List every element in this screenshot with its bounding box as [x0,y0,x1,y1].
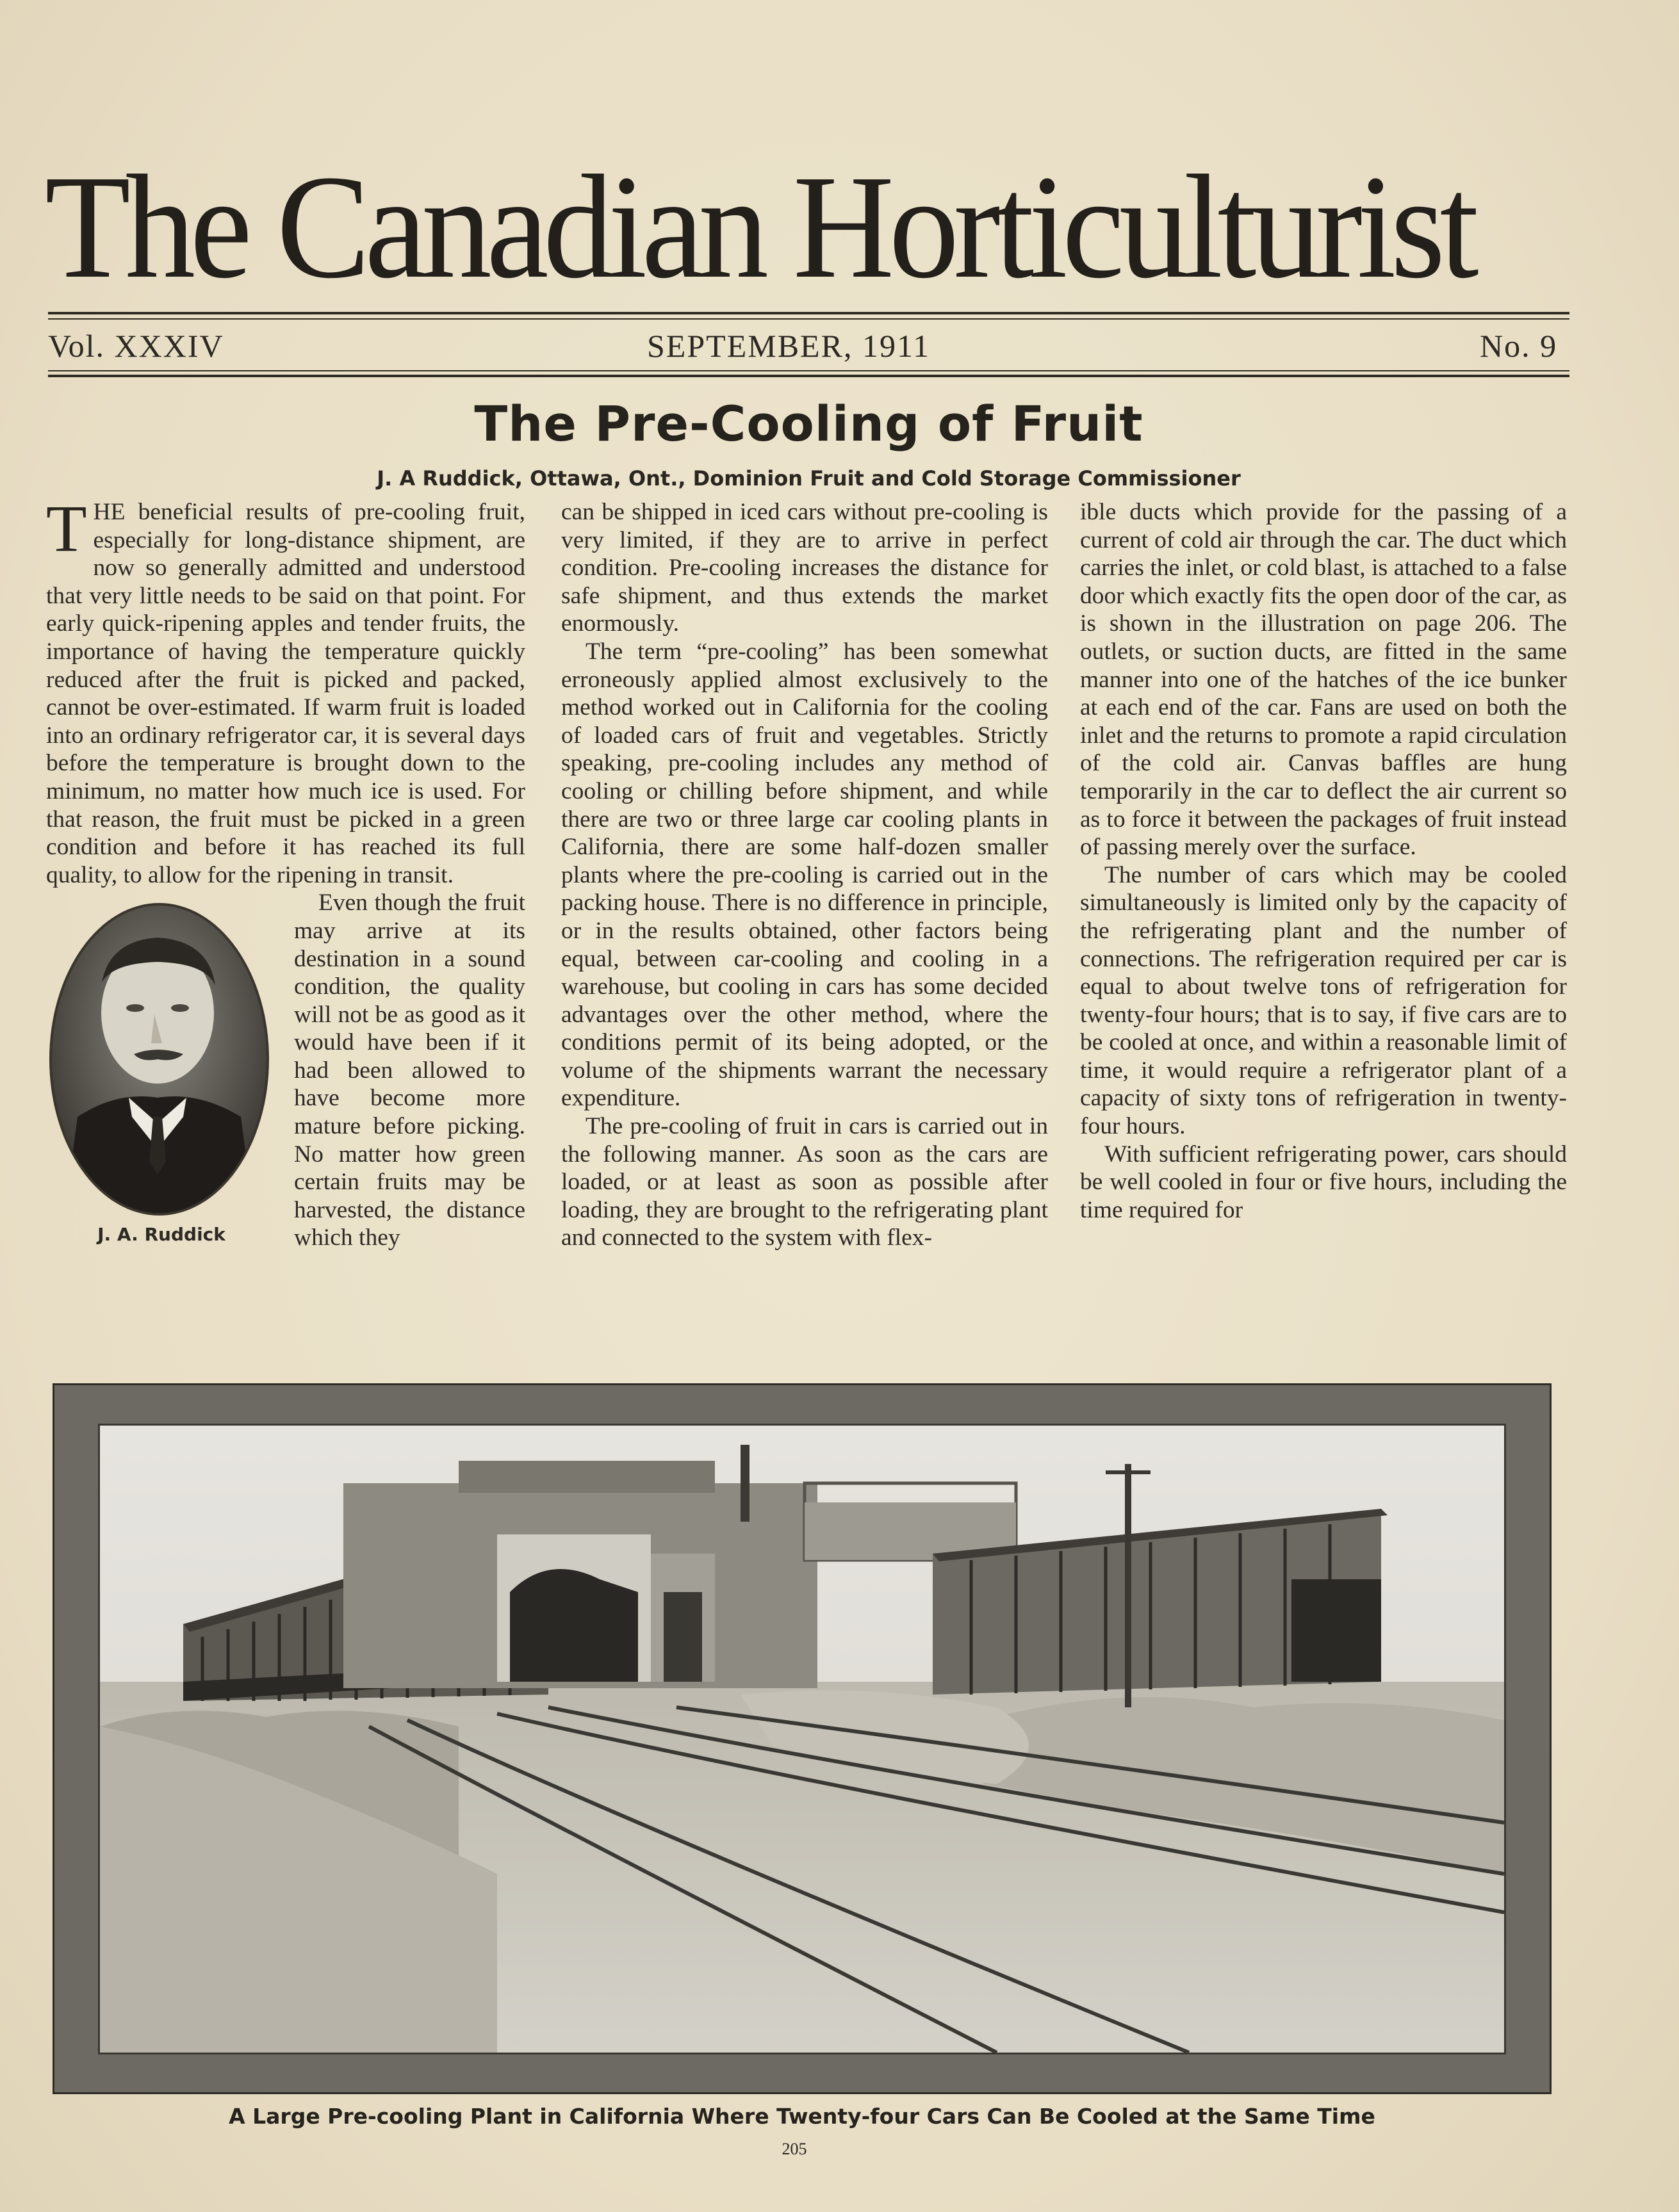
paragraph: The term “pre-cooling” has been somewhat erroneously applied almost exclusively to the method worked out in California for the cooling of loaded cars of fruit and vegetables. Strictly speaking, pre-cooling includes any method of cooling or chilling before shipment, and while there are two or three large car cooling plants in California, there are some half-dozen smaller plants where the pre-cooling is carried out in the packing house. There is no difference in principle, or in the results obtained, other factors being equal, between car-cooling and cooling in a warehouse, but cooling in cars has some decided advantages over the other method, where the conditions permit of its being adopted, or the volume of the shipments warrant the necessary expenditure. [561,638,1048,1112]
page-number: 205 [782,2140,807,2158]
article-headline: The Pre-Cooling of Fruit [474,395,1143,452]
photo-frame [53,1383,1552,2094]
paragraph: The number of cars which may be cooled simultaneously is limited only by the capacity of the refrigerating plant and the number of connections. The refrigeration required per car is equal to about twelve tons of refrigeration for twenty-four hours; that is to say, if five cars are to be cooled at once, and within a reasonable limit of time, it would require a refrigerator plant of a capacity of sixty tons of refrigeration in twenty-four hours. [1080,861,1567,1140]
article-column-3 [1080,498,1567,1363]
paragraph: can be shipped in iced cars without pre-cooling is very limited, if they are to arrive in perfect condition. Pre-cooling increases the distance for safe shipment, and thus extends the market enormously. [561,499,1048,637]
plant-photograph [98,1424,1506,2054]
issue-rule-bottom [48,370,1569,371]
drop-cap: T [46,492,87,565]
issue-rule-bottom-thick [48,375,1569,377]
issue-number: No. 9 [1480,328,1558,364]
masthead-rule-top [48,312,1569,314]
photo-caption: A Large Pre-cooling Plant in California Where Twenty-four Cars Can Be Cooled at the Same Time [229,2104,1375,2129]
article-byline: J. A Ruddick, Ottawa, Ont., Dominion Fruit and Cold Storage Commissioner [377,466,1241,491]
paragraph: HE beneficial results of pre-cooling fruit, especially for long-distance shipment, are now so generally admitted and understood that very little needs to be said on that point. For early quick-ripening apples and tender fruits, the importance of having the temperature quickly reduced after the fruit is picked and packed, cannot be over-estimated. If warm fruit is loaded into an ordinary refrigerator car, it is several days before the temperature is brought down to the minimum, no matter how much ice is used. For that reason, the fruit must be picked in a green condition and before it has reached its full quality, to allow for the ripening in transit. [46,499,525,888]
paragraph: Even though the fruit may arrive at its destination in a sound condition, the quality will not be as good as it would have been if it had been allowed to have become more mature before picking. No matter how green certain fruits may be harvested, the distance which they [294,890,525,1251]
masthead-rule-top-thin [48,318,1569,320]
masthead-title: The Canadian Horticulturist [45,145,1474,309]
portrait-photo [49,903,269,1216]
portrait-caption: J. A. Ruddick [97,1224,225,1246]
article-column-2 [561,498,1048,1363]
volume-number: Vol. XXXIV [48,328,224,364]
paragraph: The pre-cooling of fruit in cars is carried out in the following manner. As soon as the cars are loaded, or at least as soon as possible after loading, they are brought to the refrigerating plant and connected to the system with flex- [561,1113,1048,1251]
article-column-1 [46,492,525,1363]
author-portrait [43,903,280,1262]
paragraph: With sufficient refrigerating power, cars should be well cooled in four or five hours, including the time required for [1080,1141,1567,1223]
issue-date: SEPTEMBER, 1911 [647,328,931,364]
paragraph: ible ducts which provide for the passing of a current of cold air through the car. The duct which carries the inlet, or cold blast, is attached to a false door which exactly fits the open door of the car, as is shown in the illustration on page 206. The outlets, or suction ducts, are fitted in the same manner into one of the hatches of the ice bunker at each end of the car. Fans are used on both the inlet and the returns to promote a rapid circulation of the cold air. Canvas baffles are hung temporarily in the car to deflect the air current so as to force it between the packages of fruit instead of passing merely over the surface. [1080,499,1567,861]
